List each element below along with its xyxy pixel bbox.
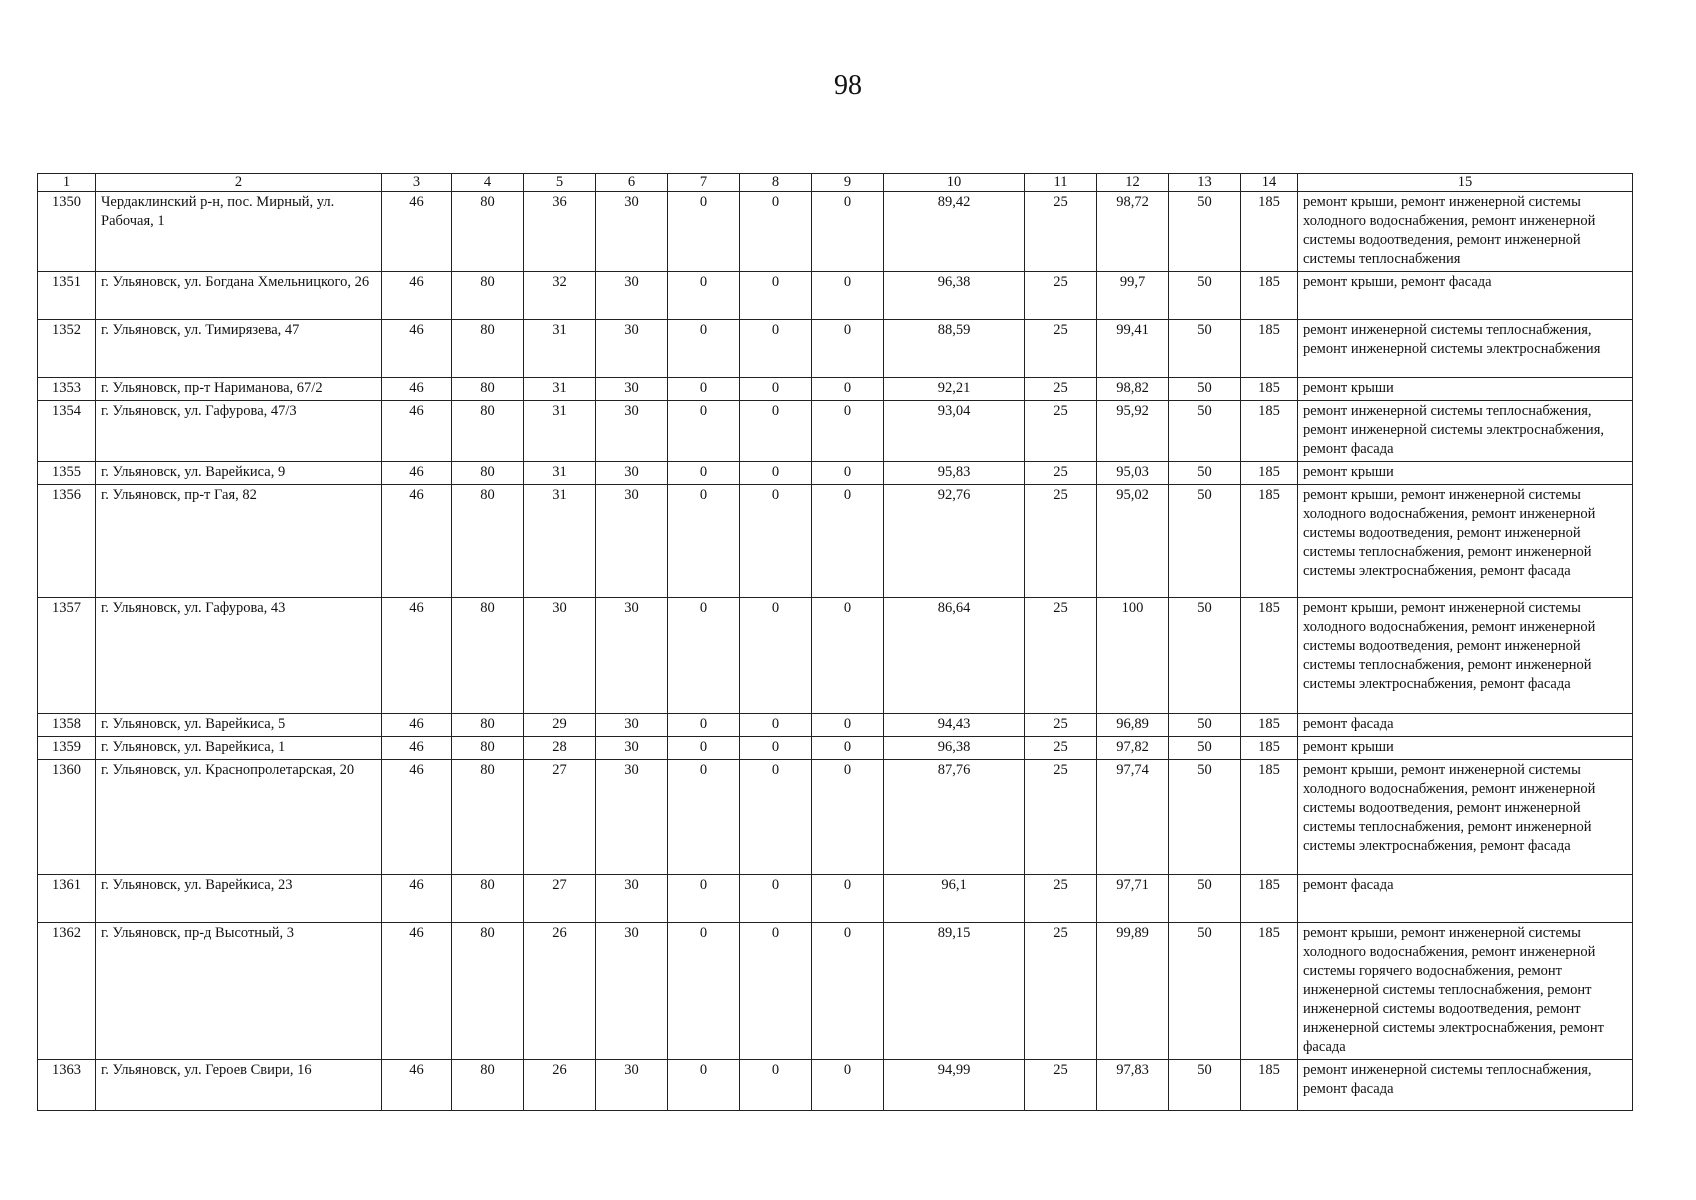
cell-col7: 0: [668, 737, 740, 760]
cell-address: г. Ульяновск, пр-т Нариманова, 67/2: [96, 378, 382, 401]
cell-col3: 46: [382, 875, 452, 923]
cell-col13: 50: [1169, 272, 1241, 320]
cell-id: 1356: [38, 485, 96, 598]
cell-col7: 0: [668, 320, 740, 378]
cell-col9: 0: [812, 320, 884, 378]
cell-id: 1357: [38, 598, 96, 714]
cell-col11: 25: [1025, 272, 1097, 320]
cell-address: г. Ульяновск, пр-т Гая, 82: [96, 485, 382, 598]
cell-col14: 185: [1241, 1060, 1298, 1111]
cell-col9: 0: [812, 1060, 884, 1111]
cell-col12: 99,41: [1097, 320, 1169, 378]
column-header: 11: [1025, 174, 1097, 192]
cell-works: ремонт инженерной системы теплоснабжения, ремонт фасада: [1298, 1060, 1633, 1111]
cell-id: 1350: [38, 192, 96, 272]
cell-col5: 36: [524, 192, 596, 272]
cell-address: г. Ульяновск, пр-д Высотный, 3: [96, 923, 382, 1060]
column-header: 3: [382, 174, 452, 192]
cell-col8: 0: [740, 272, 812, 320]
cell-col11: 25: [1025, 760, 1097, 875]
cell-col3: 46: [382, 1060, 452, 1111]
cell-col5: 28: [524, 737, 596, 760]
cell-col13: 50: [1169, 378, 1241, 401]
cell-address: г. Ульяновск, ул. Варейкиса, 23: [96, 875, 382, 923]
column-header: 12: [1097, 174, 1169, 192]
cell-col4: 80: [452, 192, 524, 272]
cell-col10: 93,04: [884, 401, 1025, 462]
cell-col6: 30: [596, 485, 668, 598]
cell-address: г. Ульяновск, ул. Варейкиса, 1: [96, 737, 382, 760]
cell-col12: 96,89: [1097, 714, 1169, 737]
cell-col7: 0: [668, 462, 740, 485]
column-header: 5: [524, 174, 596, 192]
cell-col8: 0: [740, 923, 812, 1060]
cell-col6: 30: [596, 737, 668, 760]
cell-col4: 80: [452, 378, 524, 401]
cell-col11: 25: [1025, 401, 1097, 462]
cell-col13: 50: [1169, 401, 1241, 462]
cell-col10: 89,42: [884, 192, 1025, 272]
cell-col4: 80: [452, 401, 524, 462]
cell-col5: 26: [524, 923, 596, 1060]
cell-col14: 185: [1241, 714, 1298, 737]
cell-col9: 0: [812, 923, 884, 1060]
cell-col6: 30: [596, 760, 668, 875]
cell-col3: 46: [382, 737, 452, 760]
cell-col14: 185: [1241, 378, 1298, 401]
cell-id: 1352: [38, 320, 96, 378]
cell-col14: 185: [1241, 923, 1298, 1060]
table-row: [38, 923, 1633, 1060]
cell-col10: 94,99: [884, 1060, 1025, 1111]
cell-col8: 0: [740, 737, 812, 760]
cell-works: ремонт крыши, ремонт инженерной системы холодного водоснабжения, ремонт инженерной системы водоотведения, ремонт инженерной системы теплоснабжения, ремонт инженерной системы электроснабжения, ремонт фасада: [1298, 760, 1633, 875]
cell-col14: 185: [1241, 598, 1298, 714]
cell-col3: 46: [382, 378, 452, 401]
cell-col7: 0: [668, 485, 740, 598]
cell-col13: 50: [1169, 737, 1241, 760]
cell-col14: 185: [1241, 875, 1298, 923]
cell-col9: 0: [812, 401, 884, 462]
column-header: 2: [96, 174, 382, 192]
cell-col11: 25: [1025, 378, 1097, 401]
cell-col4: 80: [452, 1060, 524, 1111]
cell-col8: 0: [740, 875, 812, 923]
cell-col6: 30: [596, 192, 668, 272]
cell-id: 1358: [38, 714, 96, 737]
cell-col3: 46: [382, 462, 452, 485]
cell-col6: 30: [596, 714, 668, 737]
cell-col11: 25: [1025, 923, 1097, 1060]
column-header: 14: [1241, 174, 1298, 192]
cell-works: ремонт инженерной системы теплоснабжения, ремонт инженерной системы электроснабжения: [1298, 320, 1633, 378]
cell-id: 1361: [38, 875, 96, 923]
cell-col14: 185: [1241, 401, 1298, 462]
cell-works: ремонт крыши: [1298, 378, 1633, 401]
cell-address: г. Ульяновск, ул. Гафурова, 43: [96, 598, 382, 714]
column-header: 8: [740, 174, 812, 192]
cell-col8: 0: [740, 320, 812, 378]
cell-works: ремонт крыши, ремонт инженерной системы холодного водоснабжения, ремонт инженерной системы водоотведения, ремонт инженерной системы теплоснабжения, ремонт инженерной системы электроснабжения, ремонт фасада: [1298, 598, 1633, 714]
cell-col6: 30: [596, 1060, 668, 1111]
cell-col6: 30: [596, 401, 668, 462]
cell-col12: 97,83: [1097, 1060, 1169, 1111]
cell-col5: 27: [524, 875, 596, 923]
column-header: 10: [884, 174, 1025, 192]
cell-col9: 0: [812, 598, 884, 714]
cell-col10: 92,76: [884, 485, 1025, 598]
table-row: [38, 485, 1633, 598]
cell-col5: 31: [524, 401, 596, 462]
cell-col9: 0: [812, 378, 884, 401]
cell-col5: 29: [524, 714, 596, 737]
cell-col10: 94,43: [884, 714, 1025, 737]
cell-col7: 0: [668, 760, 740, 875]
cell-col12: 95,92: [1097, 401, 1169, 462]
table-row: [38, 462, 1633, 485]
cell-col13: 50: [1169, 875, 1241, 923]
cell-address: г. Ульяновск, ул. Варейкиса, 9: [96, 462, 382, 485]
cell-col9: 0: [812, 485, 884, 598]
cell-col7: 0: [668, 598, 740, 714]
cell-col13: 50: [1169, 598, 1241, 714]
cell-id: 1353: [38, 378, 96, 401]
cell-col3: 46: [382, 598, 452, 714]
column-header: 6: [596, 174, 668, 192]
cell-works: ремонт фасада: [1298, 714, 1633, 737]
cell-col11: 25: [1025, 462, 1097, 485]
cell-col13: 50: [1169, 485, 1241, 598]
cell-col5: 32: [524, 272, 596, 320]
cell-col10: 92,21: [884, 378, 1025, 401]
cell-col12: 95,03: [1097, 462, 1169, 485]
cell-col12: 99,89: [1097, 923, 1169, 1060]
cell-col11: 25: [1025, 598, 1097, 714]
cell-col3: 46: [382, 485, 452, 598]
cell-col7: 0: [668, 401, 740, 462]
cell-col8: 0: [740, 714, 812, 737]
cell-col12: 97,71: [1097, 875, 1169, 923]
cell-address: г. Ульяновск, ул. Гафурова, 47/3: [96, 401, 382, 462]
cell-col3: 46: [382, 714, 452, 737]
cell-col10: 96,38: [884, 737, 1025, 760]
cell-col8: 0: [740, 401, 812, 462]
cell-address: г. Ульяновск, ул. Варейкиса, 5: [96, 714, 382, 737]
table-row: [38, 760, 1633, 875]
cell-col6: 30: [596, 462, 668, 485]
cell-col12: 98,72: [1097, 192, 1169, 272]
cell-col7: 0: [668, 923, 740, 1060]
cell-col14: 185: [1241, 760, 1298, 875]
cell-col13: 50: [1169, 923, 1241, 1060]
cell-col4: 80: [452, 875, 524, 923]
cell-col8: 0: [740, 760, 812, 875]
cell-col13: 50: [1169, 1060, 1241, 1111]
column-header: 13: [1169, 174, 1241, 192]
cell-col8: 0: [740, 1060, 812, 1111]
cell-col6: 30: [596, 598, 668, 714]
cell-col12: 97,82: [1097, 737, 1169, 760]
cell-col5: 31: [524, 462, 596, 485]
table-row: [38, 320, 1633, 378]
table-row: [38, 192, 1633, 272]
cell-col9: 0: [812, 760, 884, 875]
cell-col3: 46: [382, 923, 452, 1060]
table-row: [38, 875, 1633, 923]
cell-col8: 0: [740, 598, 812, 714]
cell-id: 1354: [38, 401, 96, 462]
cell-works: ремонт крыши: [1298, 462, 1633, 485]
cell-col5: 30: [524, 598, 596, 714]
cell-id: 1360: [38, 760, 96, 875]
table-row: [38, 598, 1633, 714]
table-row: [38, 401, 1633, 462]
cell-col7: 0: [668, 272, 740, 320]
cell-col14: 185: [1241, 320, 1298, 378]
cell-col8: 0: [740, 462, 812, 485]
cell-id: 1362: [38, 923, 96, 1060]
cell-col14: 185: [1241, 462, 1298, 485]
cell-col4: 80: [452, 320, 524, 378]
cell-col12: 98,82: [1097, 378, 1169, 401]
cell-col9: 0: [812, 272, 884, 320]
cell-col7: 0: [668, 378, 740, 401]
cell-works: ремонт крыши, ремонт инженерной системы холодного водоснабжения, ремонт инженерной системы водоотведения, ремонт инженерной системы теплоснабжения, ремонт инженерной системы электроснабжения, ремонт фасада: [1298, 485, 1633, 598]
cell-col14: 185: [1241, 737, 1298, 760]
cell-col6: 30: [596, 923, 668, 1060]
cell-address: Чердаклинский р-н, пос. Мирный, ул. Рабочая, 1: [96, 192, 382, 272]
cell-col6: 30: [596, 875, 668, 923]
cell-col13: 50: [1169, 320, 1241, 378]
cell-col9: 0: [812, 714, 884, 737]
cell-col5: 31: [524, 320, 596, 378]
column-header: 15: [1298, 174, 1633, 192]
cell-works: ремонт крыши: [1298, 737, 1633, 760]
cell-col12: 95,02: [1097, 485, 1169, 598]
table-row: [38, 714, 1633, 737]
cell-col14: 185: [1241, 485, 1298, 598]
repair-registry-table: [37, 173, 1633, 1111]
cell-col3: 46: [382, 401, 452, 462]
table-row: [38, 1060, 1633, 1111]
column-header: 4: [452, 174, 524, 192]
cell-col3: 46: [382, 272, 452, 320]
column-header: 1: [38, 174, 96, 192]
cell-col12: 97,74: [1097, 760, 1169, 875]
cell-col8: 0: [740, 485, 812, 598]
cell-col4: 80: [452, 485, 524, 598]
cell-col5: 27: [524, 760, 596, 875]
cell-col7: 0: [668, 192, 740, 272]
cell-id: 1363: [38, 1060, 96, 1111]
cell-works: ремонт фасада: [1298, 875, 1633, 923]
cell-col5: 31: [524, 378, 596, 401]
cell-works: ремонт крыши, ремонт инженерной системы холодного водоснабжения, ремонт инженерной системы горячего водоснабжения, ремонт инженерной системы теплоснабжения, ремонт инженерной системы водоотведения, ремонт инженерной системы электроснабжения, ремонт фасада: [1298, 923, 1633, 1060]
cell-col11: 25: [1025, 875, 1097, 923]
table-row: [38, 272, 1633, 320]
cell-col10: 89,15: [884, 923, 1025, 1060]
cell-col12: 100: [1097, 598, 1169, 714]
cell-col13: 50: [1169, 462, 1241, 485]
cell-col9: 0: [812, 875, 884, 923]
cell-col13: 50: [1169, 714, 1241, 737]
cell-col11: 25: [1025, 192, 1097, 272]
table-row: [38, 737, 1633, 760]
cell-col6: 30: [596, 378, 668, 401]
page-number: 98: [834, 70, 862, 101]
cell-works: ремонт инженерной системы теплоснабжения, ремонт инженерной системы электроснабжения, ремонт фасада: [1298, 401, 1633, 462]
cell-col4: 80: [452, 737, 524, 760]
cell-col10: 88,59: [884, 320, 1025, 378]
cell-col9: 0: [812, 737, 884, 760]
cell-col10: 96,1: [884, 875, 1025, 923]
cell-id: 1351: [38, 272, 96, 320]
cell-works: ремонт крыши, ремонт фасада: [1298, 272, 1633, 320]
column-header: 9: [812, 174, 884, 192]
cell-col14: 185: [1241, 192, 1298, 272]
cell-col7: 0: [668, 875, 740, 923]
cell-col7: 0: [668, 1060, 740, 1111]
cell-col13: 50: [1169, 760, 1241, 875]
cell-col11: 25: [1025, 714, 1097, 737]
cell-col4: 80: [452, 462, 524, 485]
cell-col3: 46: [382, 760, 452, 875]
cell-col14: 185: [1241, 272, 1298, 320]
cell-col3: 46: [382, 192, 452, 272]
column-header: 7: [668, 174, 740, 192]
cell-col6: 30: [596, 272, 668, 320]
column-number-header: [38, 174, 1633, 192]
cell-col8: 0: [740, 378, 812, 401]
cell-col7: 0: [668, 714, 740, 737]
cell-col4: 80: [452, 760, 524, 875]
cell-col10: 86,64: [884, 598, 1025, 714]
cell-col11: 25: [1025, 737, 1097, 760]
cell-id: 1359: [38, 737, 96, 760]
cell-col8: 0: [740, 192, 812, 272]
cell-col11: 25: [1025, 1060, 1097, 1111]
cell-col10: 87,76: [884, 760, 1025, 875]
cell-col5: 31: [524, 485, 596, 598]
cell-address: г. Ульяновск, ул. Героев Свири, 16: [96, 1060, 382, 1111]
cell-col9: 0: [812, 462, 884, 485]
cell-id: 1355: [38, 462, 96, 485]
cell-col4: 80: [452, 923, 524, 1060]
cell-col13: 50: [1169, 192, 1241, 272]
cell-col11: 25: [1025, 485, 1097, 598]
cell-col10: 95,83: [884, 462, 1025, 485]
table-row: [38, 378, 1633, 401]
cell-col5: 26: [524, 1060, 596, 1111]
cell-col4: 80: [452, 598, 524, 714]
cell-col9: 0: [812, 192, 884, 272]
cell-col12: 99,7: [1097, 272, 1169, 320]
cell-works: ремонт крыши, ремонт инженерной системы холодного водоснабжения, ремонт инженерной системы водоотведения, ремонт инженерной системы теплоснабжения: [1298, 192, 1633, 272]
cell-col10: 96,38: [884, 272, 1025, 320]
cell-address: г. Ульяновск, ул. Краснопролетарская, 20: [96, 760, 382, 875]
cell-col6: 30: [596, 320, 668, 378]
cell-col11: 25: [1025, 320, 1097, 378]
cell-address: г. Ульяновск, ул. Богдана Хмельницкого, 26: [96, 272, 382, 320]
cell-col4: 80: [452, 714, 524, 737]
cell-col4: 80: [452, 272, 524, 320]
cell-address: г. Ульяновск, ул. Тимирязева, 47: [96, 320, 382, 378]
cell-col3: 46: [382, 320, 452, 378]
